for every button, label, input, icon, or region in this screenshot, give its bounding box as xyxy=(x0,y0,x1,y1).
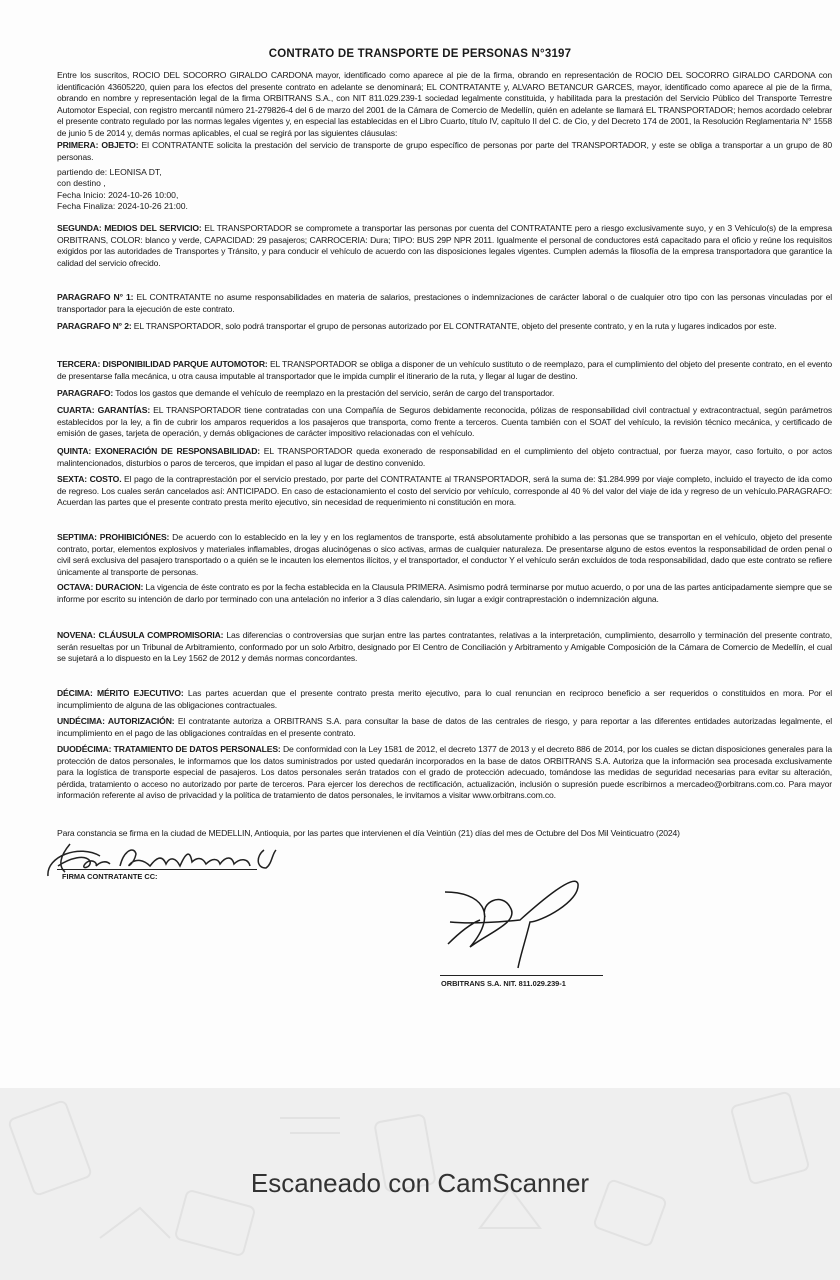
document-title: CONTRATO DE TRANSPORTE DE PERSONAS N°3197 xyxy=(268,48,572,60)
clause-text: EL TRANSPORTADOR, solo podrá transportar el grupo de personas autorizado por EL CONTRATANTE, objeto del presente contrato, y en la ruta y lugares indicados por este. xyxy=(131,321,777,331)
trip-start: Fecha Inicio: 2024-10-26 10:00, xyxy=(57,189,179,200)
signature-line xyxy=(57,869,257,870)
transportador-signature-label: ORBITRANS S.A. NIT. 811.029.239-1 xyxy=(441,979,566,988)
clause-octava xyxy=(57,582,832,605)
clause-text: EL TRANSPORTADOR se compromete a transportar las personas por cuenta del CONTRATANTE pero a riesgo exclusivamente suyo, y en 3 Vehículo(s) de la empresa ORBITRANS, COLOR: blanco y verde, CAPACIDAD: 29 pasajeros; CARROCERIA: Dura; TIPO: BUS 29P NPR 2011. Igualmente el personal de conductores está capacitado para el oficio y reúne los requisitos exigidos por las autoridades de Transportes y Tránsito, y para conducir el vehículo de acuerdo con las disposiciones legales vigentes. Cumplen además la filosofía de la empresa transportadora que garantice la calidad del servicio ofrecido. xyxy=(57,223,832,268)
clause-label: PARAGRAFO N° 1: xyxy=(57,292,134,302)
clause-duodecima xyxy=(57,744,832,802)
camscanner-footer xyxy=(0,1088,840,1280)
signature-line xyxy=(440,975,603,976)
clause-text: EL TRANSPORTADOR se obliga a disponer de un vehículo sustituto o de reemplazo, para el cumplimiento del objeto del presente contrato, en el evento de presentarse falla mecánica, u otra causa imputable al transportador que le impida cumplir el itinerario de la ruta, y llegar al lugar de destino. xyxy=(57,359,832,381)
clause-label: NOVENA: CLÁUSULA COMPROMISORIA: xyxy=(57,630,224,640)
contratante-signature-label: FIRMA CONTRATANTE CC: xyxy=(62,872,158,881)
intro-paragraph: Entre los suscritos, ROCIO DEL SOCORRO GIRALDO CARDONA mayor, identificado como aparece al pie de la firma, obrando en representación de ROCIO DEL SOCORRO GIRALDO CARDONA con identificación 43605220, quien para los efectos del presente contrato en adelante se denominará; EL CONTRATANTE y, ALVARO BETANCUR GARCES, mayor, identificado como aparece al pie de la firma, obrando en nombre y representación legal de la firma ORBITRANS S.A., con NIT 811.029.239-1 sociedad legalmente constituida, y habilitada para la prestación del Servicio Público del Transporte Terrestre Automotor Especial, con registro mercantil número 21-279826-4 del 6 de marzo del 2001 de la Cámara de Comercio de Medellín, quién en adelante se llamará EL TRANSPORTADOR; hemos acordado celebrar el presente contrato regulado por las normas legales vigentes y, en especial las establecidas en el Libro Cuarto, título IV, capítulo II del C. de Cio, y del Decreto 174 de 2001, la Resolución Reglamentaria N° 1558 de junio 5 de 2014 y, demás normas aplicables, el cual se regirá por las siguientes cláusulas: xyxy=(57,70,832,138)
clause-text: EL TRANSPORTADOR queda exonerado de responsabilidad en el cumplimiento del objeto contractual, por fuerza mayor, caso fortuito, o por actos malintencionados, disturbios o paros de terceros, que impidan el paso al lugar de destino convenido. xyxy=(57,446,833,468)
clause-undecima xyxy=(57,716,832,739)
clause-text: De acuerdo con lo establecido en la ley y en los reglamentos de transporte, está absolutamente prohibido a las personas que se transportan en el vehículo, objeto del presente contrato, portar, elementos explosivos y materiales inflamables, drogas alucinógenas o sico activas, armas de cualquier naturaleza. De presentarse alguno de estos eventos la responsabilidad de orden penal o civil será exclusiva del pasajero transportado o a quién se le incauten los elementos ilícitos, y el transportador, el conductor Y el vehículo serán excluidos de toda responsabilidad, dado que este contrato se refiere únicamente al transporte de personas. xyxy=(57,532,832,577)
clause-text: Todos los gastos que demande el vehículo de reemplazo en la prestación del servicio, serán de cargo del transportador. xyxy=(113,388,555,398)
transportador-signature xyxy=(440,862,590,972)
trip-origin: partiendo de: LEONISA DT, xyxy=(57,167,162,177)
clause-quinta xyxy=(57,446,832,469)
clause-label: DUODÉCIMA: TRATAMIENTO DE DATOS PERSONALES: xyxy=(57,744,281,754)
clause-segunda xyxy=(57,223,832,269)
clause-label: PRIMERA: OBJETO: xyxy=(57,140,139,150)
clause-cuarta xyxy=(57,405,832,440)
clause-text: Las diferencias o controversias que surjan entre las partes contratantes, relativas a la interpretación, cumplimiento, desarrollo y terminación del presente contrato, serán resueltas por un Tribunal de Arbitramiento, conformado por un solo Arbitro, designado por El Centro de Conciliación y Arbitramento y Amigable Composición de la Cámara de Comercio de Medellín, el cual se sujetará a lo dispuesto en la Ley 1562 de 2012 y demás normas concordantes. xyxy=(57,630,832,663)
clause-label: DÉCIMA: MÉRITO EJECUTIVO: xyxy=(57,688,184,698)
trip-details xyxy=(57,167,188,212)
clause-sexta xyxy=(57,474,832,509)
clause-label: SEXTA: COSTO. xyxy=(57,474,122,484)
clause-text: EL CONTRATANTE no asume responsabilidades en materia de salarios, prestaciones o indemnizaciones de carácter laboral o de cualquier otro tipo con las personas vinculadas por el transportador para la ejecución de este contrato. xyxy=(57,292,832,314)
clause-text: EL TRANSPORTADOR tiene contratadas con una Compañía de Seguros debidamente reconocida, pólizas de responsabilidad civil contractual y extracontractual, según parámetros establecidos por la ley, a fin de cubrir los amparos requeridos a los pasajeros que transporta, como frente a terceros. Cuenta también con el SOAT del vehículo, la revisión técnico mecánica, y certificado de emisión de gases, tarjeta de operación, y demás obligaciones de carácter impositivo relacionadas con el vehículo. xyxy=(57,405,832,438)
clause-label: PARAGRAFO N° 2: xyxy=(57,321,132,331)
clause-primera xyxy=(57,140,832,163)
clause-decima xyxy=(57,688,832,711)
clause-text: El pago de la contraprestación por el servicio prestado, por parte del CONTRATANTE al TRANSPORTADOR, será la suma de: $1.284.999 por viaje completo, incluido el trayecto de ida como de regreso. Los cuales serán cancelados así: ANTICIPADO. En caso de estacionamiento el costo del servicio por vehículo, corresponde al 40 % del valor del viaje de ida y regreso de un vehículo.PARAGRAFO: Acuerdan las partes que el presente contrato presta merito ejecutivo, sin necesidad de requerimiento ni constitución en mora. xyxy=(57,474,832,507)
clause-label: SEPTIMA: PROHIBICIÓNES: xyxy=(57,532,170,542)
clause-label: PARAGRAFO: xyxy=(57,388,114,398)
trip-end: Fecha Finaliza: 2024-10-26 21:00. xyxy=(57,200,188,211)
paragrafo-tercera xyxy=(57,388,832,400)
clause-label: CUARTA: GARANTÍAS: xyxy=(57,405,151,415)
clause-text: Las partes acuerdan que el presente contrato presta merito ejecutivo, para lo cual renuncian en reciproco beneficio a ser requeridos o constituidos en mora. Por el incumplimiento de alguna de las obligaciones contractuales. xyxy=(57,688,832,710)
paragrafo-2 xyxy=(57,321,832,333)
clause-septima xyxy=(57,532,832,578)
clause-text: De conformidad con la Ley 1581 de 2012, el decreto 1377 de 2013 y el decreto 886 de 2014, por los cuales se dictan disposiciones generales para la protección de datos personales, le informamos que los datos suministrados por usted quedarán incorporados en la base de datos ORBITRANS S.A. Autoriza que la información sea procesada exclusivamente para la logística de transporte especial de pasajeros. Los datos personales serán tratados con el grado de protección adecuado, tomándose las medidas de seguridad necesarias para evitar su alteración, pérdida, tratamiento o acceso no autorizado por parte de terceros. Para ejercer los derechos de rectificación, actualización, inclusión o supresión puede escribirnos a mercadeo@orbitrans.com.co. Para mayor información referente al aviso de privacidad y la política de tratamiento de datos personales, le invitamos a visitar www.orbitrans.com.co. xyxy=(57,744,833,800)
clause-text: El CONTRATANTE solicita la prestación del servicio de transporte de grupo específico de personas por parte del TRANSPORTADOR, y este se obliga a transportar a un grupo de 80 personas. xyxy=(57,140,832,162)
clause-label: SEGUNDA: MEDIOS DEL SERVICIO: xyxy=(57,223,202,233)
clause-label: UNDÉCIMA: AUTORIZACIÓN: xyxy=(57,716,175,726)
clause-label: OCTAVA: DURACION: xyxy=(57,582,144,592)
clause-label: TERCERA: DISPONIBILIDAD PARQUE AUTOMOTOR: xyxy=(57,359,268,369)
trip-destination: con destino , xyxy=(57,178,106,189)
closing-statement: Para constancia se firma en la ciudad de MEDELLIN, Antioquia, por las partes que intervienen el día Veintiún (21) días del mes de Octubre del Dos Mil Veinticuatro (2024) xyxy=(57,828,680,838)
clause-tercera xyxy=(57,359,832,382)
clause-text: El contratante autoriza a ORBITRANS S.A. para consultar la base de datos de las centrales de riesgo, y para reportar a las diferentes entidades autorizadas legalmente, el incumplimiento en el pago de las obligaciones contraídas en el presente contrato. xyxy=(57,716,832,738)
clause-text: La vigencia de éste contrato es por la fecha establecida en la Clausula PRIMERA. Asimismo podrá terminarse por mutuo acuerdo, o por una de las partes anticipadamente siempre que se informe por escrito su intención de darlo por terminado con una antelación no inferior a 3 días calendario, sin lugar a exigir contraprestación o indemnización alguna. xyxy=(57,582,832,604)
camscanner-watermark: Escaneado con CamScanner xyxy=(250,1168,590,1198)
clause-novena xyxy=(57,630,832,665)
clause-label: QUINTA: EXONERACIÓN DE RESPONSABILIDAD: xyxy=(57,446,261,456)
paragrafo-1 xyxy=(57,292,832,315)
